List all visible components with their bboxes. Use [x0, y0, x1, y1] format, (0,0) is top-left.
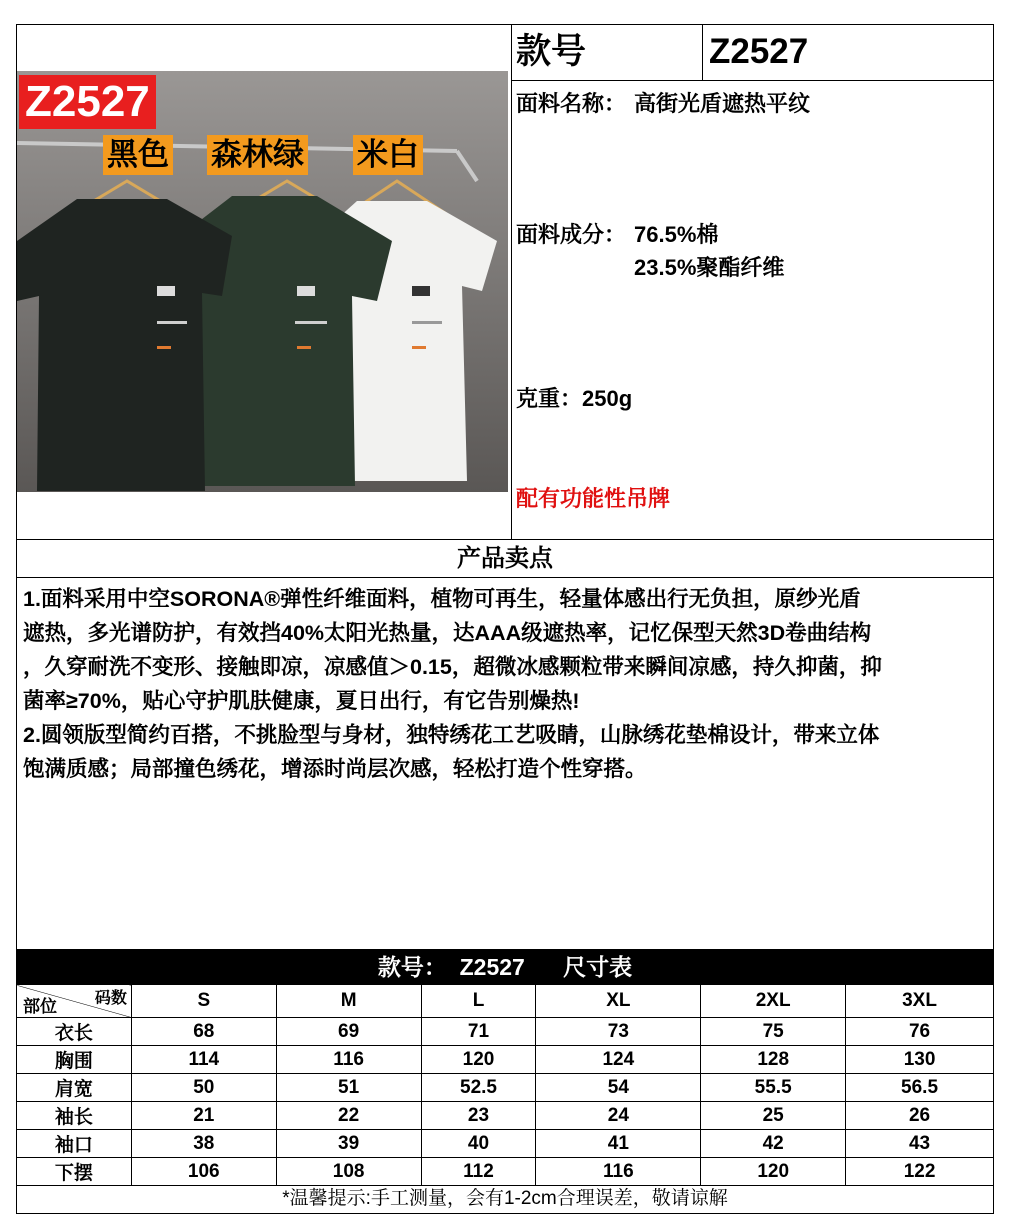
- size-cell: 69: [276, 1018, 421, 1046]
- divider: [702, 25, 703, 80]
- size-cell: 122: [846, 1158, 994, 1186]
- size-cell: 108: [276, 1158, 421, 1186]
- size-cell: 23: [421, 1102, 536, 1130]
- selling-point-line: 1.面料采用中空SORONA®弹性纤维面料，植物可再生，轻量体感出行无负担，原纱光盾: [23, 587, 861, 611]
- info-area: [512, 25, 993, 539]
- table-row: [17, 1018, 994, 1046]
- measurement-note: *温馨提示:手工测量，会有1-2cm合理误差，敬请谅解: [16, 1186, 994, 1214]
- size-chart-title: 款号： Z2527 尺寸表: [16, 950, 994, 984]
- size-cell: 73: [536, 1018, 701, 1046]
- part-label: 衣长: [17, 1018, 132, 1046]
- composition-line-2: 23.5%聚酯纤维: [634, 255, 785, 280]
- size-cell: 24: [536, 1102, 701, 1130]
- size-cell: 120: [701, 1158, 846, 1186]
- fabric-name-value: 高街光盾遮热平纹: [634, 91, 811, 116]
- size-cell: 116: [276, 1046, 421, 1074]
- size-header-row: [17, 985, 994, 1018]
- corner-part-label: 部位: [23, 997, 57, 1016]
- part-label: 肩宽: [17, 1074, 132, 1102]
- size-header: XL: [536, 985, 701, 1018]
- selling-point-line: 饱满质感；局部撞色绣花，增添时尚层次感，轻松打造个性穿搭。: [23, 757, 647, 781]
- size-cell: 130: [846, 1046, 994, 1074]
- size-cell: 68: [131, 1018, 276, 1046]
- photo-area: [17, 25, 512, 539]
- size-header: M: [276, 985, 421, 1018]
- product-info-block: [16, 24, 994, 540]
- size-cell: 55.5: [701, 1074, 846, 1102]
- corner-cell: [17, 985, 132, 1018]
- hangtag-note: 配有功能性吊牌: [516, 486, 671, 511]
- composition-label: 面料成分：: [516, 222, 627, 247]
- size-cell: 22: [276, 1102, 421, 1130]
- size-cell: 124: [536, 1046, 701, 1074]
- size-table: [16, 984, 994, 1186]
- part-label: 袖长: [17, 1102, 132, 1130]
- size-cell: 56.5: [846, 1074, 994, 1102]
- size-cell: 39: [276, 1130, 421, 1158]
- size-cell: 21: [131, 1102, 276, 1130]
- table-row: [17, 1158, 994, 1186]
- weight-label: 克重：: [516, 386, 583, 411]
- size-header: 2XL: [701, 985, 846, 1018]
- color-tag-black: 黑色: [103, 135, 173, 175]
- size-cell: 52.5: [421, 1074, 536, 1102]
- size-cell: 54: [536, 1074, 701, 1102]
- size-header: 3XL: [846, 985, 994, 1018]
- style-number-row: [512, 25, 993, 81]
- weight-value: 250g: [582, 386, 633, 411]
- size-header: L: [421, 985, 536, 1018]
- selling-point-line: 遮热，多光谱防护，有效挡40%太阳光热量，达AAA级遮热率，记忆保型天然3D卷曲结构: [23, 621, 872, 645]
- size-cell: 51: [276, 1074, 421, 1102]
- size-cell: 25: [701, 1102, 846, 1130]
- size-cell: 50: [131, 1074, 276, 1102]
- selling-point-line: 2.圆领版型简约百搭，不挑脸型与身材，独特绣花工艺吸睛，山脉绣花垫棉设计，带来立体: [23, 723, 880, 747]
- selling-point-line: ，久穿耐洗不变形、接触即凉，凉感值＞0.15，超微冰感颗粒带来瞬间凉感，持久抑菌，抑: [23, 655, 882, 679]
- fabric-name-label: 面料名称：: [516, 91, 627, 116]
- table-row: [17, 1102, 994, 1130]
- fabric-name: [516, 87, 810, 118]
- size-cell: 38: [131, 1130, 276, 1158]
- color-tag-off-white: 米白: [353, 135, 423, 175]
- composition-line-1: 76.5%棉: [634, 222, 719, 247]
- size-cell: 75: [701, 1018, 846, 1046]
- size-cell: 71: [421, 1018, 536, 1046]
- size-cell: 76: [846, 1018, 994, 1046]
- size-cell: 26: [846, 1102, 994, 1130]
- size-cell: 41: [536, 1130, 701, 1158]
- size-cell: 106: [131, 1158, 276, 1186]
- style-number-label: 款号: [516, 32, 587, 71]
- table-row: [17, 1074, 994, 1102]
- size-cell: 40: [421, 1130, 536, 1158]
- table-row: [17, 1130, 994, 1158]
- size-cell: 128: [701, 1046, 846, 1074]
- size-header: S: [131, 985, 276, 1018]
- style-number-value: Z2527: [709, 32, 809, 71]
- color-tag-forest-green: 森林绿: [207, 135, 308, 175]
- part-label: 下摆: [17, 1158, 132, 1186]
- selling-points-body: [16, 577, 994, 950]
- model-tag: Z2527: [19, 75, 156, 129]
- table-row: [17, 1046, 994, 1074]
- size-cell: 120: [421, 1046, 536, 1074]
- weight: [516, 382, 632, 413]
- selling-point-line: 菌率≥70%，贴心守护肌肤健康，夏日出行，有它告别燥热!: [23, 689, 580, 713]
- part-label: 胸围: [17, 1046, 132, 1074]
- size-cell: 114: [131, 1046, 276, 1074]
- size-cell: 42: [701, 1130, 846, 1158]
- size-cell: 43: [846, 1130, 994, 1158]
- size-cell: 112: [421, 1158, 536, 1186]
- size-cell: 116: [536, 1158, 701, 1186]
- part-label: 袖口: [17, 1130, 132, 1158]
- selling-points-title: 产品卖点: [16, 539, 994, 578]
- corner-size-label: 码数: [94, 990, 127, 1007]
